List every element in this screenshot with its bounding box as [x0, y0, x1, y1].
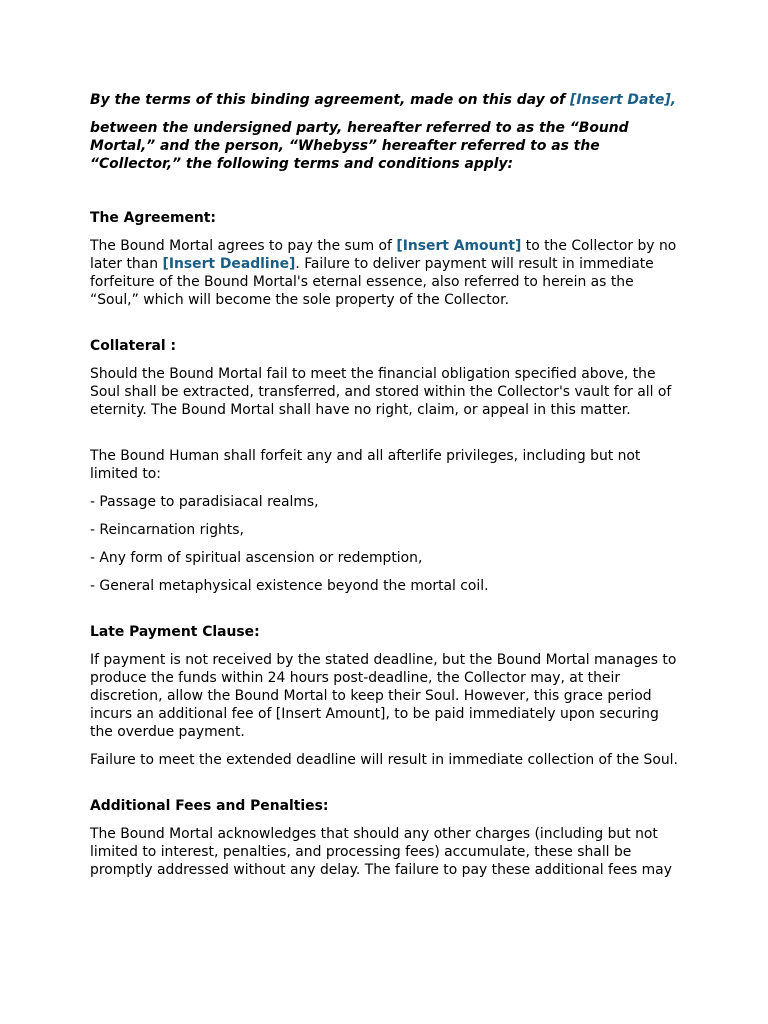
forfeit-paragraph: The Bound Human shall forfeit any and all afterlife privileges, including but not limited to: — [90, 448, 641, 482]
deadline-placeholder: [Insert Deadline] — [162, 256, 296, 272]
agreement-heading: The Agreement: — [90, 210, 216, 226]
list-item: - Reincarnation rights, — [90, 522, 244, 538]
agreement-paragraph — [90, 237, 680, 309]
list-item: - Any form of spiritual ascension or redemption, — [90, 550, 423, 566]
agreement-text-2: to the Collector by no later than — [90, 238, 677, 272]
late-payment-failure-paragraph: Failure to meet the extended deadline will result in immediate collection of the Soul. — [90, 752, 678, 768]
late-payment-paragraph: If payment is not received by the stated deadline, but the Bound Mortal manages to produce the funds within 24 hours post-deadline, the Collector may, at their discretion, allow the Bound Mortal to keep their Soul. However, this grace period incurs an additional fee of [Insert Amount], to be paid immediately upon securing the overdue payment. — [90, 652, 677, 740]
collateral-heading: Collateral : — [90, 338, 177, 354]
intro-line-text: By the terms of this binding agreement, made on this day of — [90, 92, 570, 108]
agreement-text-1: The Bound Mortal agrees to pay the sum of — [90, 238, 397, 254]
amount-placeholder: [Insert Amount] — [396, 238, 522, 254]
list-item: - Passage to paradisiacal realms, — [90, 494, 319, 510]
document-page — [90, 91, 680, 889]
intro-paragraph: between the undersigned party, hereafter referred to as the “Bound Mortal,” and the person, “Whebyss” hereafter referred to as the “Collector,” the following terms and conditions apply: — [90, 120, 629, 172]
date-placeholder: [Insert Date], — [570, 92, 677, 108]
additional-fees-heading: Additional Fees and Penalties: — [90, 798, 329, 814]
agreement-text-3: . Failure to deliver payment will result in immediate forfeiture of the Bound Mortal's eternal essence, also referred to herein as the “Soul,” which will become the sole property of the Collector. — [90, 256, 654, 308]
additional-fees-paragraph: The Bound Mortal acknowledges that should any other charges (including but not limited to interest, penalties, and processing fees) accumulate, these shall be promptly addressed without any delay. The failure to pay these additional fees may — [90, 826, 672, 878]
collateral-paragraph: Should the Bound Mortal fail to meet the financial obligation specified above, the Soul shall be extracted, transferred, and stored within the Collector's vault for all of eternity. The Bound Mortal shall have no right, claim, or appeal in this matter. — [90, 366, 672, 418]
intro-line — [90, 91, 680, 109]
list-item: - General metaphysical existence beyond the mortal coil. — [90, 578, 489, 594]
late-payment-heading: Late Payment Clause: — [90, 624, 260, 640]
